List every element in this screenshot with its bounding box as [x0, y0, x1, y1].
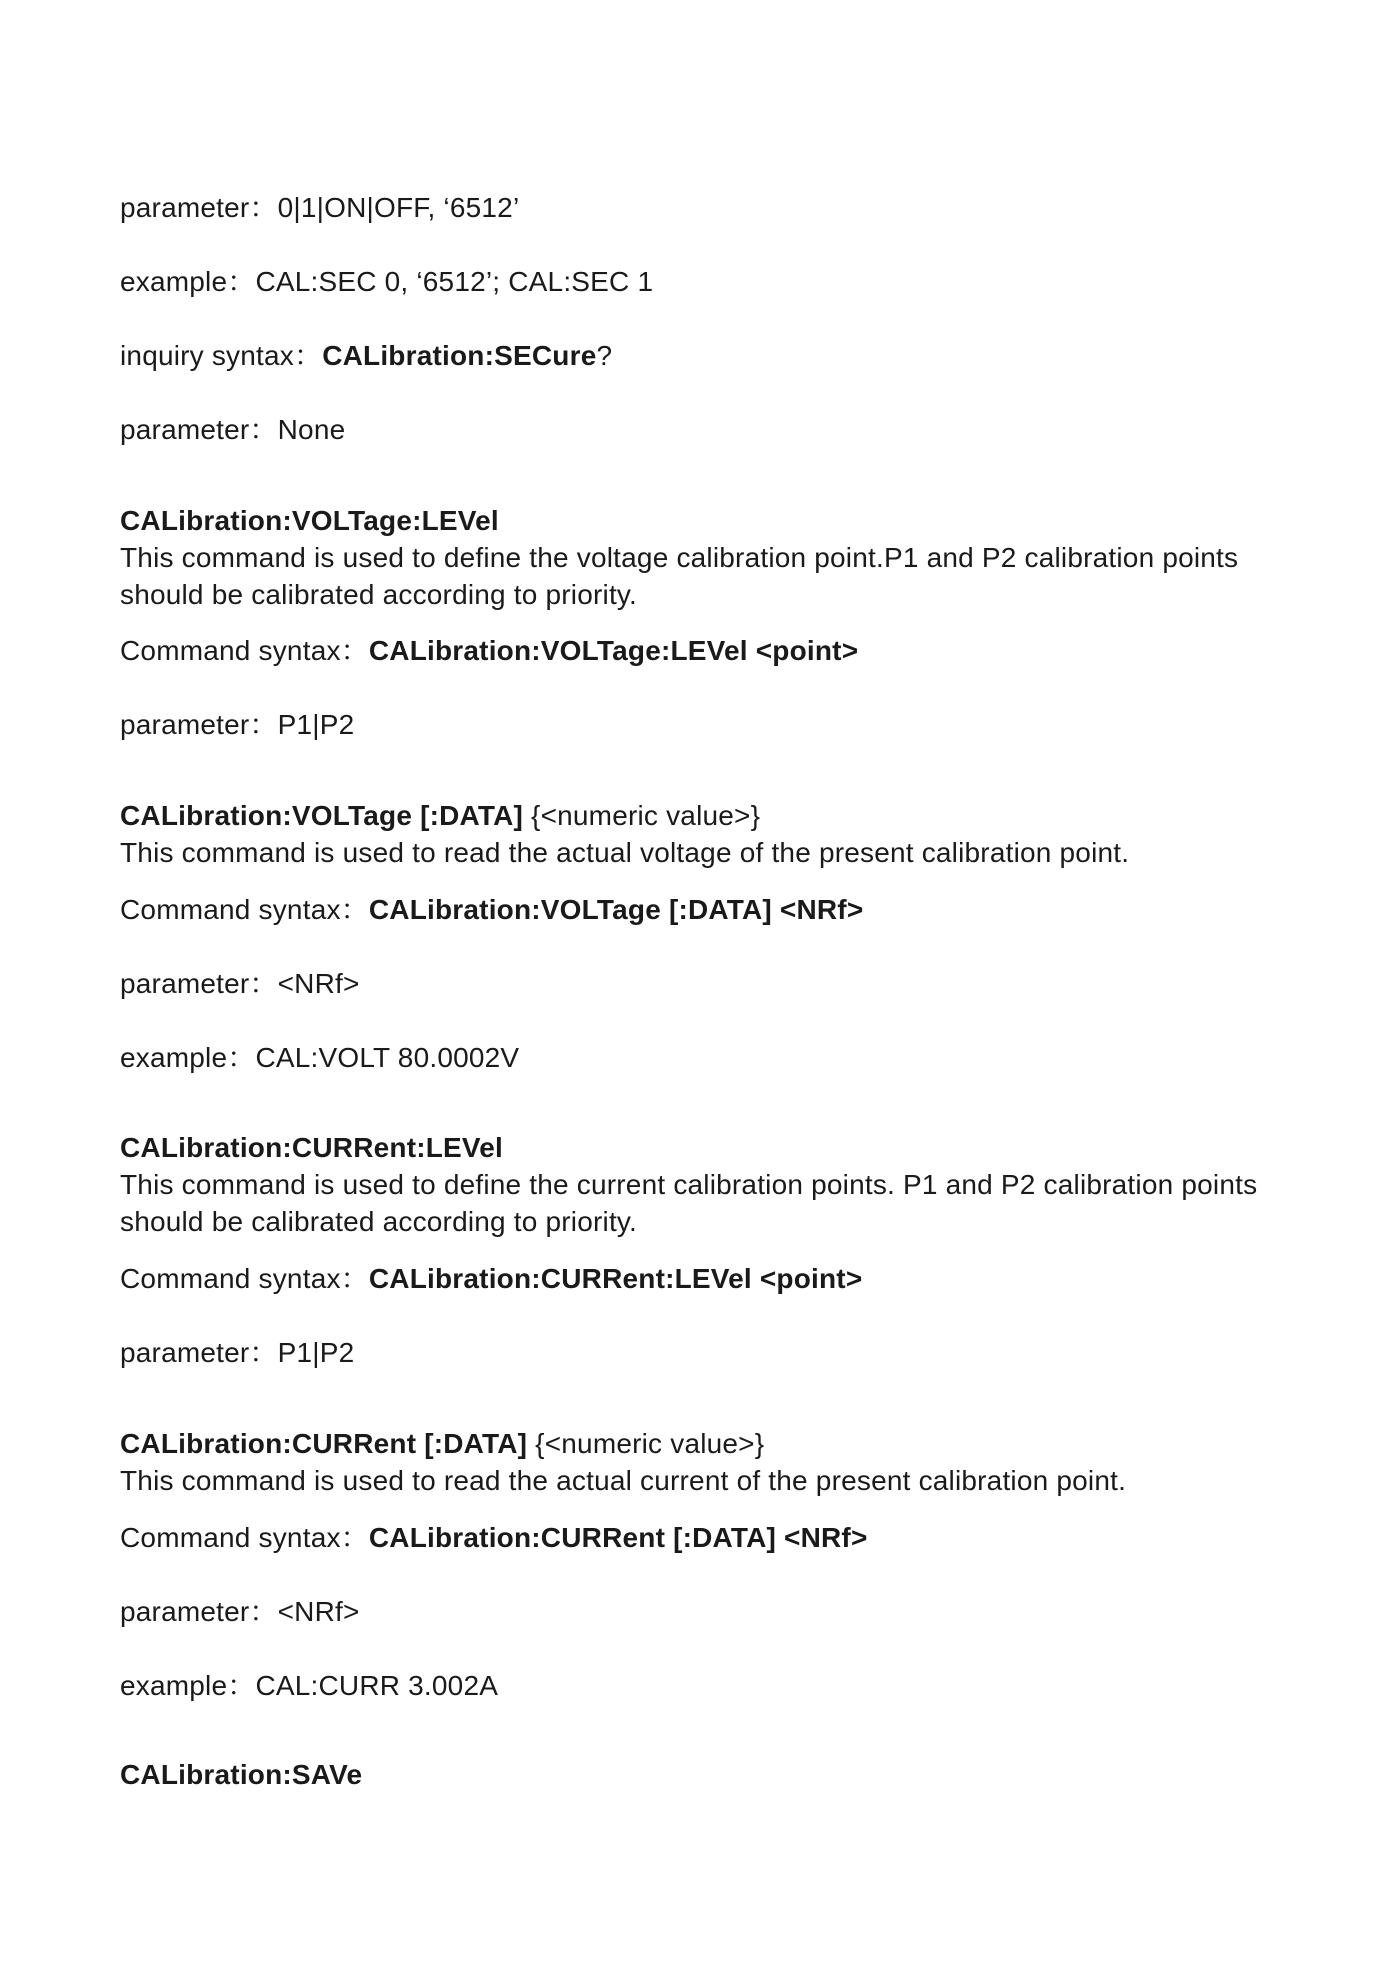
secure-example-value: CAL:SEC 0, ‘6512’; CAL:SEC 1	[255, 266, 654, 297]
volt-level-parameter-label: parameter：	[120, 709, 278, 740]
secure-inquiry-parameter-label: parameter：	[120, 414, 278, 445]
curr-data-example-value: CAL:CURR 3.002A	[255, 1670, 499, 1701]
curr-level-description-1: This command is used to define the current calibration points. P1 and P2 calibration points	[120, 1169, 1258, 1200]
volt-data-example-value: CAL:VOLT 80.0002V	[255, 1042, 520, 1073]
curr-data-parameter-line	[120, 1593, 360, 1631]
save-heading: CALibration:SAVe	[120, 1759, 363, 1790]
volt-level-syntax-label: Command syntax：	[120, 635, 369, 666]
volt-data-syntax-label: Command syntax：	[120, 894, 369, 925]
curr-level-syntax: CALibration:CURRent:LEVel <point>	[368, 1263, 863, 1294]
curr-data-syntax-label: Command syntax：	[120, 1522, 369, 1553]
volt-data-parameter-label: parameter：	[120, 968, 278, 999]
curr-level-syntax-line	[120, 1260, 862, 1298]
volt-level-syntax-line	[120, 632, 858, 670]
volt-data-heading-suffix: {<numeric value>}	[531, 800, 761, 831]
volt-data-parameter-line	[120, 965, 360, 1003]
volt-level-heading: CALibration:VOLTage:LEVel	[120, 505, 499, 536]
secure-inquiry-suffix: ?	[596, 340, 613, 371]
volt-data-parameter-value: <NRf>	[277, 968, 360, 999]
volt-level-parameter-line	[120, 706, 354, 744]
curr-level-parameter-value: P1|P2	[277, 1337, 355, 1368]
secure-parameter-value: 0|1|ON|OFF, ‘6512’	[277, 192, 520, 223]
secure-parameter-line	[120, 189, 519, 227]
curr-data-parameter-value: <NRf>	[277, 1596, 360, 1627]
volt-data-example-line	[120, 1039, 519, 1077]
curr-data-syntax-line	[120, 1519, 868, 1557]
curr-level-syntax-label: Command syntax：	[120, 1263, 369, 1294]
curr-level-heading: CALibration:CURRent:LEVel	[120, 1132, 503, 1163]
volt-level-parameter-value: P1|P2	[277, 709, 355, 740]
curr-data-parameter-label: parameter：	[120, 1596, 278, 1627]
volt-data-syntax: CALibration:VOLTage [:DATA] <NRf>	[368, 894, 864, 925]
secure-inquiry-parameter-line	[120, 411, 345, 449]
volt-data-example-label: example：	[120, 1042, 256, 1073]
curr-data-syntax: CALibration:CURRent [:DATA] <NRf>	[368, 1522, 868, 1553]
curr-data-example-line	[120, 1667, 498, 1705]
curr-data-heading-suffix: {<numeric value>}	[535, 1428, 765, 1459]
curr-level-parameter-line	[120, 1334, 354, 1372]
volt-data-heading: CALibration:VOLTage [:DATA]	[120, 800, 524, 831]
secure-inquiry-parameter-value: None	[277, 414, 346, 445]
volt-data-syntax-line	[120, 891, 863, 929]
curr-data-heading: CALibration:CURRent [:DATA]	[120, 1428, 528, 1459]
curr-data-heading-line	[120, 1425, 764, 1463]
volt-level-description-1: This command is used to define the voltage calibration point.P1 and P2 calibration points	[120, 542, 1239, 573]
volt-level-description-2: should be calibrated according to priority.	[120, 579, 638, 610]
secure-inquiry-line	[120, 337, 612, 375]
curr-data-description-1: This command is used to read the actual current of the present calibration point.	[120, 1465, 1127, 1496]
curr-data-example-label: example：	[120, 1670, 256, 1701]
volt-data-description-1: This command is used to read the actual voltage of the present calibration point.	[120, 837, 1130, 868]
secure-parameter-label: parameter：	[120, 192, 278, 223]
secure-inquiry-command: CALibration:SECure	[322, 340, 597, 371]
curr-level-description-2: should be calibrated according to priority.	[120, 1206, 638, 1237]
curr-level-parameter-label: parameter：	[120, 1337, 278, 1368]
volt-data-heading-line	[120, 797, 760, 835]
secure-inquiry-label: inquiry syntax：	[120, 340, 323, 371]
secure-example-label: example：	[120, 266, 256, 297]
volt-level-syntax: CALibration:VOLTage:LEVel <point>	[368, 635, 859, 666]
secure-example-line	[120, 263, 653, 301]
